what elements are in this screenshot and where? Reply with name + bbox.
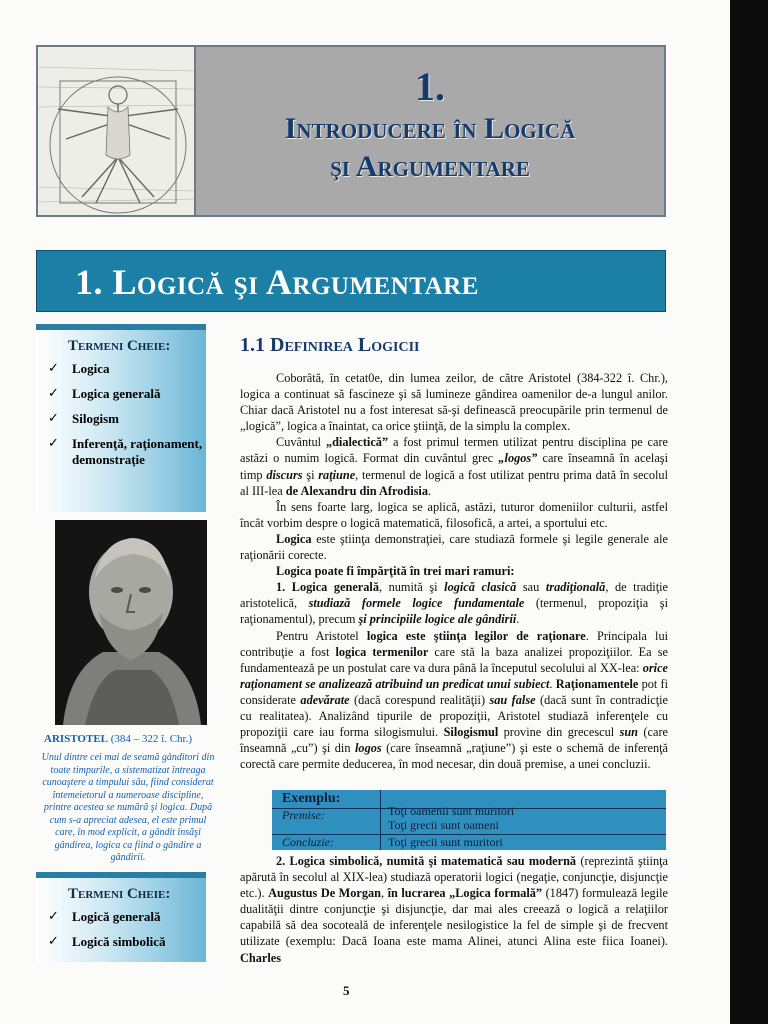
conclusion: Toţi grecii sunt muritori (388, 835, 503, 849)
divider (380, 790, 381, 850)
chapter-banner (196, 45, 666, 217)
paragraph: Pentru Aristotel logica este ştiinţa legilor de raţionare. Principala lui contribuţie a fost logica termenilor care stă la baza analizei propoziţiilor. Ea se fundamentează pe un postulat care va dura până la începutul secolului al XX-lea: orice raţionament se analizează atribuind un predicat unui subiect. Raţionamentele pot fi considerate adevărate (dacă corespund realităţii) sau false (dacă sunt în contradicţie cu realitatea). Analizând tipurile de propoziţii, Aristotel studiază inferenţele cu propoziţii care iau forma silogismului. Silogismul provine din grecescul sun (care înseamnă „cu”) şi din logos (care înseamnă „raţiune”) şi este o schemă de inferenţă corectă care permite deducerea, în mod necesar, din două premise, a unei concluzii. (240, 628, 669, 772)
portrait-caption: Unul dintre cei mai de seamă gânditori din toate timpurile, a sistematizat întreaga cunoaştere a timpului său, fiind considerat întemeietorul a numeroase discipline, printre acestea se numără şi logica. După cum s-a apreciat adesea, el este primul care, în mod explicit, a gândit însăşi gândirea, logica ca fiind o gândire a gândirii. (41, 752, 215, 863)
chapter-title-line2: şi Argumentare (330, 150, 530, 183)
paragraph: Logica poate fi împărţită în trei mari ramuri: (276, 564, 515, 579)
premise-2: Toţi grecii sunt oameni (388, 818, 499, 832)
chapter-number: 1. (415, 64, 445, 109)
key-term-item: ✓ Logica generală (48, 386, 161, 401)
vitruvian-man-icon (38, 47, 194, 215)
checkmark-icon: ✓ (48, 411, 59, 426)
chapter-title-line1: Introducere în Logică (284, 112, 576, 145)
key-terms-title: Termeni Cheie: (68, 886, 171, 902)
key-term-item: ✓ Logică simbolică (48, 934, 166, 949)
aristotle-portrait (55, 520, 207, 725)
paragraph: Coborâtă, în cetat0e, din lumea zeilor, de către Aristotel (384-322 î. Chr.), logica a continuat să fascineze şi să lumineze gândirea oamenilor de-a lungul anilor. Chiar dacă Aristotel nu a fost interesat să-şi definească preocupările prin termenul de „logică”, logica a înaintat, ca orice ştiinţă, de la simplu la complex. (240, 371, 668, 434)
key-terms-box-2 (36, 872, 206, 962)
page-number: 5 (343, 983, 350, 998)
key-terms-title: Termeni Cheie: (68, 338, 171, 354)
aristotle-bust-icon (55, 520, 207, 725)
scan-edge (730, 0, 768, 1024)
vitruvian-man-illustration (36, 45, 196, 217)
paragraph: 1. Logica generală, numită şi logică clasică sau tradiţională, de tradiţie aristotelică, studiază formele logice fundamentale (termenul, propoziţia şi raţionamentul), precum şi principiile logice ale gândirii. (240, 580, 668, 627)
portrait-caption-heading (44, 733, 214, 745)
premise-label: Premise: (282, 808, 325, 822)
conclusion-label: Concluzie: (282, 835, 334, 849)
paragraph: Logica este ştiinţa demonstraţiei, care studiază formele şi legile generale ale raţionării corecte. (240, 531, 668, 563)
paragraph: 2. Logica simbolică, numită şi matematică sau modernă (reprezintă ştiinţa apărută în secolul al XIX-lea) studiază operatorii logici (negaţie, conjuncţie, disjuncţie etc.). Augustus De Morgan, în lucrarea „Logica formală” (1847) formulează legile dualităţii dintre conjuncţie şi disjuncţie, dar mai ales creează o logică a relaţiilor capabilă să dea socoteală de inferenţele nesilogistice la fel de simple şi de frecvent utilizate (exemplu: Dacă Ioana este mama Alinei, atunci Alina este fiica Ioanei). Charles (240, 854, 669, 965)
checkmark-icon: ✓ (48, 386, 59, 401)
key-terms-list (36, 909, 206, 950)
example-box (272, 790, 666, 850)
caption-dates: (384 – 322 î. Chr.) (110, 733, 193, 745)
body-text (240, 370, 668, 772)
section-banner (36, 250, 666, 312)
checkmark-icon: ✓ (48, 934, 59, 949)
paragraph: Cuvântul „dialectică” a fost primul termen utilizat pentru disciplina pe care astăzi o numim logică. Format din cuvântul grec „logos” care înseamnă în acelaşi timp discurs şi raţiune, termenul de logică a fost utilizat pentru prima dată în secolul al III-lea de Alexandru din Afrodisia. (240, 435, 669, 498)
body-text-continued (240, 853, 668, 966)
key-term-item: ✓ Logica (48, 361, 110, 376)
key-terms-list (36, 361, 206, 468)
key-term-item: ✓ Logică generală (48, 909, 161, 924)
example-title: Exemplu: (282, 791, 341, 806)
key-terms-box (36, 324, 206, 512)
caption-name: ARISTOTEL (44, 733, 108, 745)
checkmark-icon: ✓ (48, 909, 59, 924)
premise-1: Toţi oamenii sunt muritori (388, 804, 515, 818)
checkmark-icon: ✓ (48, 361, 59, 376)
key-term-item: ✓ Inferenţă, raţionament, demonstraţie (48, 436, 203, 467)
key-term-item: ✓ Silogism (48, 411, 119, 426)
section-title: 1. Logică şi Argumentare (75, 262, 479, 302)
checkmark-icon: ✓ (48, 436, 59, 451)
paragraph: În sens foarte larg, logica se aplică, astăzi, tuturor domeniilor culturii, astfel încât vorbim despre o logică matematică, filosofică, a artei, a sportului etc. (240, 499, 668, 530)
subsection-title: 1.1 Definirea Logicii (240, 334, 420, 356)
